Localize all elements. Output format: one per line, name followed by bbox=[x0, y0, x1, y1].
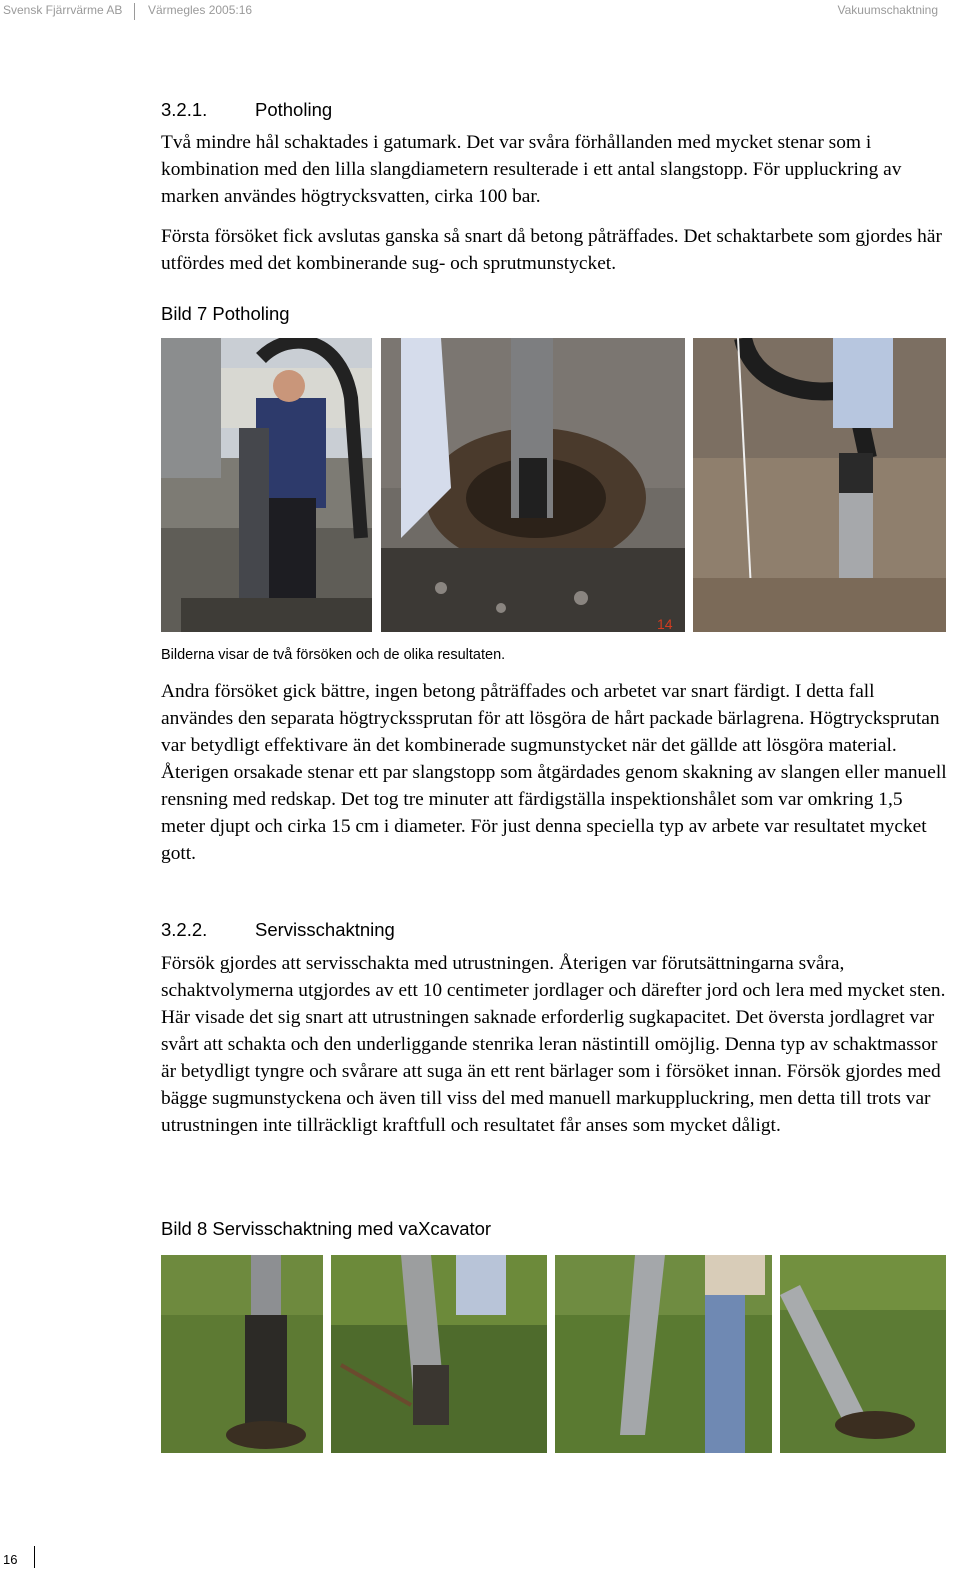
photo-grass-pipe-2 bbox=[331, 1255, 547, 1453]
photo-grass-pipe-1 bbox=[161, 1255, 323, 1453]
page-number: 16 bbox=[3, 1552, 18, 1567]
photo-grass-pipe-3 bbox=[555, 1255, 772, 1453]
section-heading-servisschaktning bbox=[161, 919, 395, 941]
header-company: Svensk Fjärrvärme AB bbox=[3, 3, 123, 17]
footer-separator bbox=[34, 1546, 35, 1568]
section-number: 3.2.2. bbox=[161, 919, 208, 940]
photo-hole-asphalt bbox=[381, 338, 685, 632]
section-number: 3.2.1. bbox=[161, 99, 208, 120]
photo-workers-hose bbox=[161, 338, 372, 632]
section-title: Servisschaktning bbox=[255, 919, 395, 940]
paragraph-2: Första försöket fick avslutas ganska så snart då betong påträffades. Det schaktarbete som gjordes här utfördes med det kombinerande sug- och sprutmunstycket. bbox=[161, 226, 942, 274]
paragraph-4: Försök gjordes att servisschakta med utrustningen. Återigen var förutsättningarna svåra, schaktvolymerna utgjordes av ett 10 centimeter jordlager och därefter jord och lera med mycket sten. Här visade det sig snart att utrustningen saknade erforderlig sugkapacitet. Det översta jordlagret var svårt att schakta och den underliggande stenrika leran nästintill omöjlig. Denna typ av schaktmassor är betydligt tyngre och svårare att suga än ett rent bärlager som i försöket innan. Försök gjordes med bägge sugmunstyckena och även till viss del med manuell markuppluckring, men detta till trots var utrustningen inte tillräckligt kraftfull och resultatet får anses som mycket dåligt. bbox=[161, 953, 946, 1136]
photo-stamp: 14 bbox=[657, 616, 673, 632]
header-topic: Vakuumschaktning bbox=[837, 3, 938, 17]
section-title: Potholing bbox=[255, 99, 333, 120]
header-report: Värmegles 2005:16 bbox=[148, 3, 253, 17]
photo-grass-pipe-4 bbox=[780, 1255, 946, 1453]
page-header bbox=[0, 0, 960, 24]
header-separator bbox=[134, 3, 135, 20]
paragraph-3: Andra försöket gick bättre, ingen betong påträffades och arbetet var snart färdigt. I detta fall användes den separata högtryckssprutan för att lösgöra de hårt packade bärlagrena. Högtrycksprutan var betydligt effektivare än det kombinerade sugmunstycket när det gällde att lösgöra material. Återigen orsakade stenar ett par slangstopp som åtgärdades genom skakning av slangen eller manuell rensning med redskap. Det tog tre minuter att färdigställa inspektionshålet som var omkring 1,5 meter djupt och cirka 15 cm i diameter. För just denna speciella typ av arbete var resultatet mycket gott. bbox=[161, 681, 947, 864]
photo-pipe-ground bbox=[693, 338, 946, 632]
figure-label-bild-8: Bild 8 Servisschaktning med vaXcavator bbox=[161, 1218, 492, 1239]
page-footer bbox=[0, 1544, 960, 1584]
section-heading-potholing bbox=[161, 99, 332, 121]
figure-caption-bild-7: Bilderna visar de två försöken och de olika resultaten. bbox=[161, 647, 506, 663]
figure-label-bild-7: Bild 7 Potholing bbox=[161, 303, 290, 324]
paragraph-1: Två mindre hål schaktades i gatumark. Det var svåra förhållanden med mycket stenar som i kombination med den lilla slangdiametern resulterade i ett antal slangstopp. För uppluckring av marken användes högtrycksvatten, cirka 100 bar. bbox=[161, 132, 902, 207]
